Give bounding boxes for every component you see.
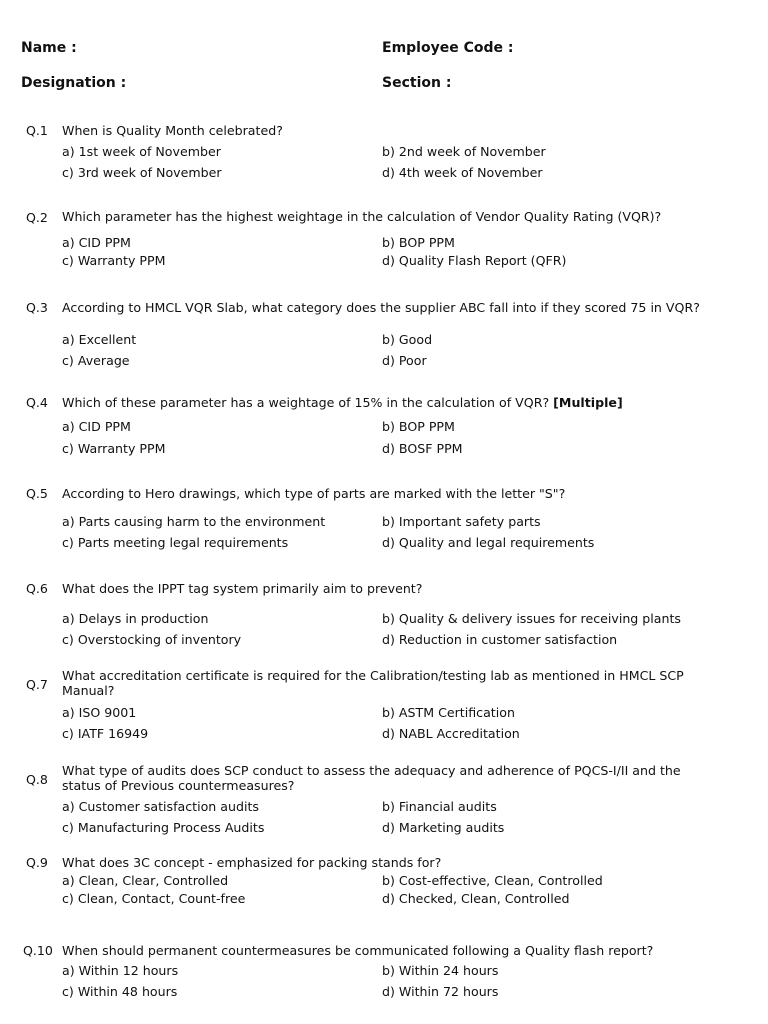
option-a: a) Parts causing harm to the environment bbox=[62, 514, 326, 529]
option-a: a) ISO 9001 bbox=[62, 705, 137, 720]
section-label: Section : bbox=[382, 75, 452, 91]
option-a: a) 1st week of November bbox=[62, 144, 221, 159]
option-d: d) Quality and legal requirements bbox=[382, 535, 595, 550]
option-c: c) Warranty PPM bbox=[62, 441, 166, 456]
option-a: a) Excellent bbox=[62, 332, 137, 347]
designation-label: Designation : bbox=[21, 75, 127, 91]
option-d: d) Reduction in customer satisfaction bbox=[382, 632, 618, 647]
option-b: b) Good bbox=[382, 332, 433, 347]
question-number: Q.10 bbox=[23, 943, 53, 958]
question-number: Q.5 bbox=[26, 486, 48, 501]
option-c: c) IATF 16949 bbox=[62, 726, 149, 741]
question-number: Q.1 bbox=[26, 123, 48, 138]
option-d: d) Poor bbox=[382, 353, 427, 368]
option-d: d) Quality Flash Report (QFR) bbox=[382, 253, 567, 268]
question-text: What type of audits does SCP conduct to assess the adequacy and adherence of PQCS-I/II and the status of Previous countermeasures? bbox=[62, 763, 681, 793]
option-a: a) CID PPM bbox=[62, 419, 131, 434]
question-text-line bbox=[62, 395, 722, 410]
option-b: b) BOP PPM bbox=[382, 419, 455, 434]
question-text: Which parameter has the highest weightage in the calculation of Vendor Quality Rating (VQR)? bbox=[62, 209, 662, 224]
option-a: a) CID PPM bbox=[62, 235, 131, 250]
option-a: a) Customer satisfaction audits bbox=[62, 799, 259, 814]
option-d: d) Within 72 hours bbox=[382, 984, 499, 999]
question-text: What accreditation certificate is required for the Calibration/testing lab as mentioned in HMCL SCP Manual? bbox=[62, 668, 684, 698]
option-b: b) 2nd week of November bbox=[382, 144, 546, 159]
question-text: According to Hero drawings, which type of parts are marked with the letter "S"? bbox=[62, 486, 566, 501]
question-text: When should permanent countermeasures be communicated following a Quality flash report? bbox=[62, 943, 654, 958]
option-a: a) Within 12 hours bbox=[62, 963, 179, 978]
question-number: Q.3 bbox=[26, 300, 48, 315]
option-a: a) Clean, Clear, Controlled bbox=[62, 873, 229, 888]
name-label: Name : bbox=[21, 40, 77, 56]
option-d: d) Marketing audits bbox=[382, 820, 505, 835]
question-text: Which of these parameter has a weightage of 15% in the calculation of VQR? bbox=[62, 395, 550, 410]
question-text: What does the IPPT tag system primarily aim to prevent? bbox=[62, 581, 423, 596]
option-c: c) Warranty PPM bbox=[62, 253, 166, 268]
option-b: b) Within 24 hours bbox=[382, 963, 499, 978]
option-d: d) NABL Accreditation bbox=[382, 726, 520, 741]
option-d: d) BOSF PPM bbox=[382, 441, 463, 456]
option-c: c) Parts meeting legal requirements bbox=[62, 535, 289, 550]
option-d: d) 4th week of November bbox=[382, 165, 543, 180]
option-d: d) Checked, Clean, Controlled bbox=[382, 891, 570, 906]
question-number: Q.4 bbox=[26, 395, 48, 410]
option-c: c) Overstocking of inventory bbox=[62, 632, 242, 647]
option-b: b) Cost-effective, Clean, Controlled bbox=[382, 873, 603, 888]
question-number: Q.9 bbox=[26, 855, 48, 870]
option-c: c) Within 48 hours bbox=[62, 984, 178, 999]
option-c: c) Manufacturing Process Audits bbox=[62, 820, 265, 835]
option-c: c) 3rd week of November bbox=[62, 165, 222, 180]
question-text: According to HMCL VQR Slab, what category does the supplier ABC fall into if they scored 75 in VQR? bbox=[62, 300, 700, 315]
question-number: Q.8 bbox=[26, 772, 48, 787]
option-a: a) Delays in production bbox=[62, 611, 209, 626]
question-number: Q.2 bbox=[26, 210, 48, 225]
question-number: Q.6 bbox=[26, 581, 48, 596]
option-b: b) Quality & delivery issues for receiving plants bbox=[382, 611, 681, 626]
question-number: Q.7 bbox=[26, 677, 48, 692]
option-b: b) ASTM Certification bbox=[382, 705, 515, 720]
multiple-tag: [Multiple] bbox=[553, 395, 623, 410]
option-b: b) Financial audits bbox=[382, 799, 497, 814]
option-b: b) BOP PPM bbox=[382, 235, 455, 250]
question-text: What does 3C concept - emphasized for packing stands for? bbox=[62, 855, 442, 870]
question-text: When is Quality Month celebrated? bbox=[62, 123, 283, 138]
option-c: c) Clean, Contact, Count-free bbox=[62, 891, 246, 906]
employee-code-label: Employee Code : bbox=[382, 40, 514, 56]
option-b: b) Important safety parts bbox=[382, 514, 541, 529]
option-c: c) Average bbox=[62, 353, 130, 368]
